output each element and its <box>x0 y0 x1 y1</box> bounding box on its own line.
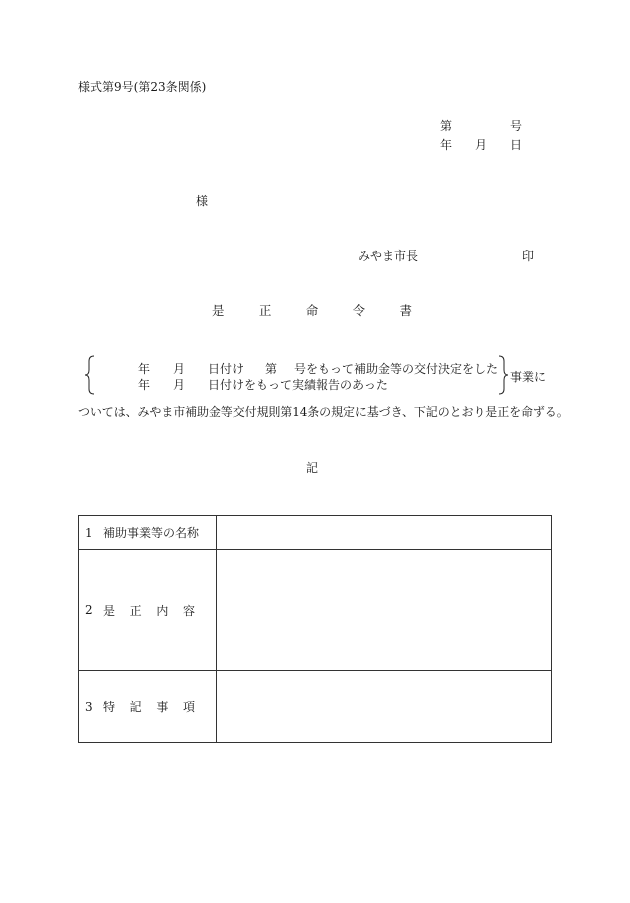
date-day: 日 <box>509 138 522 152</box>
row-number: 3 <box>85 699 93 714</box>
table-row <box>79 550 552 671</box>
addressee-suffix: 様 <box>196 194 209 208</box>
items-table <box>78 515 552 743</box>
row-value-cell[interactable] <box>217 550 552 671</box>
title-char: 令 <box>352 303 366 318</box>
row-value-cell[interactable] <box>217 516 552 550</box>
brace-line-report <box>138 379 388 391</box>
table-row <box>79 671 552 743</box>
issuer-name: みやま市長 <box>358 249 419 263</box>
row-number: 2 <box>85 603 93 617</box>
label-char: 記 <box>129 700 142 714</box>
line1-day: 日付け <box>208 362 245 376</box>
label-char: 正 <box>129 603 142 618</box>
date-year: 年 <box>440 138 453 152</box>
date-month: 月 <box>474 138 487 152</box>
title-char: 書 <box>399 303 412 318</box>
row-label <box>79 550 217 671</box>
form-label: 様式第9号(第23条関係) <box>78 80 207 94</box>
body-continuation: ついては、みやま市補助金等交付規則第14条の規定に基づき、下記のとおり是正を命ずる。 <box>78 405 569 419</box>
label-char: 項 <box>182 700 195 714</box>
line1-rest: 号をもって補助金等の交付決定をした <box>294 362 499 376</box>
doc-number-prefix: 第 <box>440 119 453 133</box>
line1-year: 年 <box>138 362 151 376</box>
label-char: 容 <box>182 603 195 618</box>
right-brace <box>497 355 509 395</box>
title-char: 命 <box>305 303 319 318</box>
doc-number-suffix: 号 <box>509 119 522 133</box>
brace-line-decision <box>138 363 498 375</box>
document-date <box>440 139 522 151</box>
line1-month: 月 <box>173 362 186 376</box>
line2-year: 年 <box>138 378 151 392</box>
label-char: 内 <box>156 603 169 618</box>
row-value-cell[interactable] <box>217 671 552 743</box>
row-label <box>79 671 217 743</box>
left-brace <box>84 355 96 395</box>
label-char: 是 <box>103 603 116 618</box>
table-row <box>79 516 552 550</box>
line2-month: 月 <box>173 378 186 392</box>
line2-day: 日付けをもって実績報告のあった <box>208 378 388 392</box>
label-char: 事 <box>156 700 169 714</box>
brace-suffix: 事業に <box>510 370 547 384</box>
title-char: 是 <box>212 303 225 318</box>
document-title <box>212 305 412 318</box>
row-label-text: 補助事業等の名称 <box>103 526 200 540</box>
ki-heading: 記 <box>306 461 319 475</box>
row-label <box>79 516 217 550</box>
document-number <box>440 120 522 132</box>
label-char: 特 <box>103 700 116 714</box>
title-char: 正 <box>258 303 272 318</box>
row-number: 1 <box>85 525 93 540</box>
line1-no-prefix: 第 <box>265 362 278 376</box>
seal-mark: 印 <box>522 249 535 263</box>
